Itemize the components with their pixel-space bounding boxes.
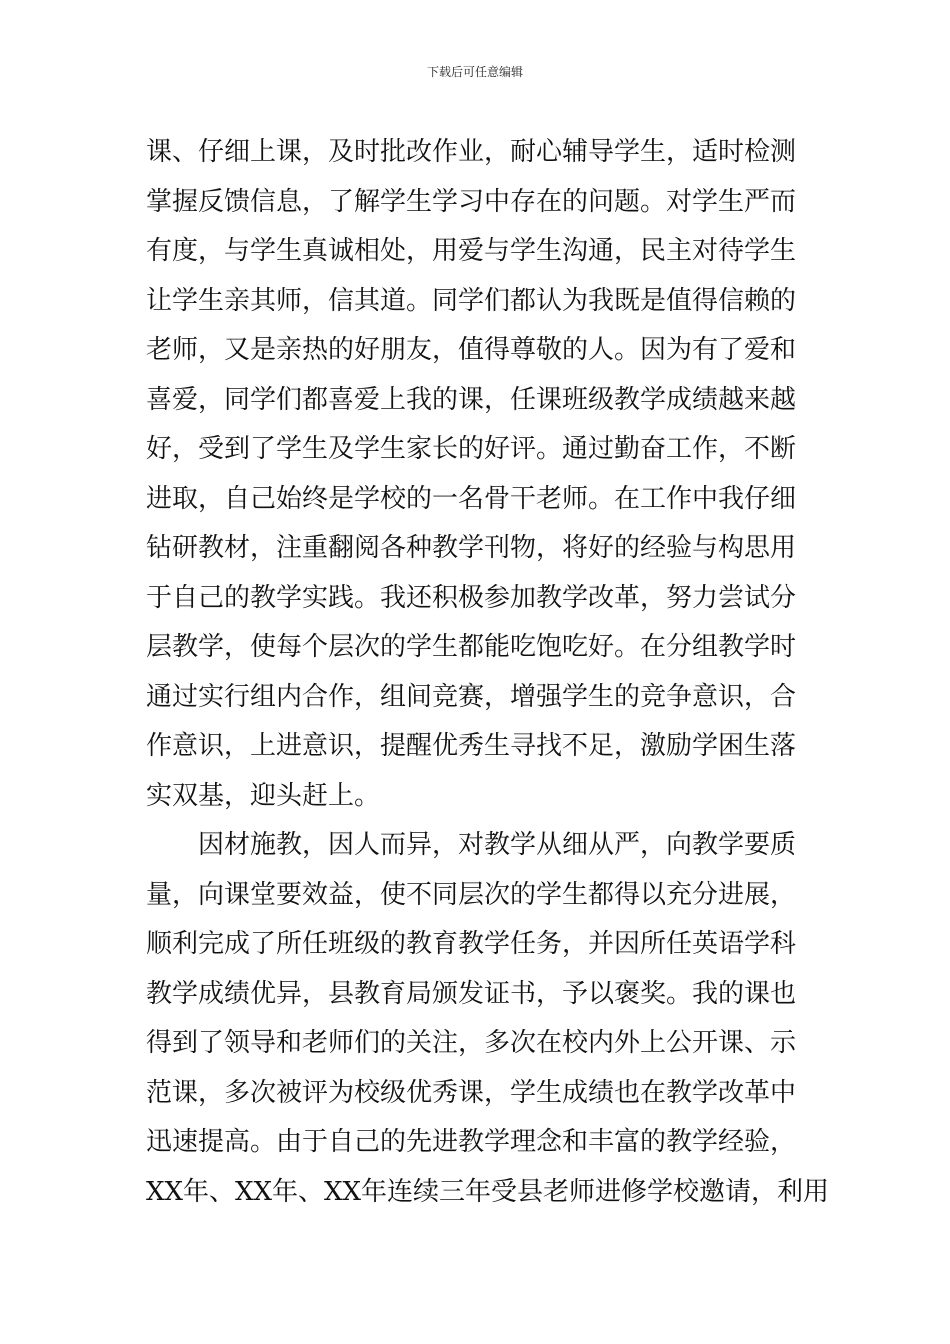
- text-line: 作意识，上进意识，提醒优秀生寻找不足，激励学困生落: [146, 731, 797, 761]
- text-line: 好，受到了学生及学生家长的好评。通过勤奋工作，不断: [146, 434, 797, 464]
- text-line: 层教学，使每个层次的学生都能吃饱吃好。在分组教学时: [146, 632, 797, 662]
- text-line: 顺利完成了所任班级的教育教学任务，并因所任英语学科: [146, 929, 797, 959]
- body-text: [146, 128, 830, 1217]
- text-line: 范课，多次被评为校级优秀课，学生成绩也在教学改革中: [146, 1077, 797, 1108]
- text-line: 让学生亲其师，信其道。同学们都认为我既是值得信赖的: [146, 285, 797, 316]
- text-line: 喜爱，同学们都喜爱上我的课，任课班级教学成绩越来越: [146, 384, 797, 415]
- text-line: 钻研教材，注重翻阅各种教学刊物，将好的经验与构思用: [146, 533, 797, 563]
- header-note: 下载后可任意编辑: [426, 65, 523, 79]
- text-line: 课、仔细上课，及时批改作业，耐心辅导学生，适时检测: [146, 137, 797, 167]
- text-line: 掌握反馈信息，了解学生学习中存在的问题。对学生严而: [146, 186, 797, 217]
- text-line: 迅速提高。由于自己的先进教学理念和丰富的教学经验，: [146, 1127, 797, 1157]
- text-line: 于自己的教学实践。我还积极参加教学改革，努力尝试分: [146, 582, 797, 613]
- text-line: 实双基，迎头赶上。: [146, 780, 381, 811]
- text-line: 教学成绩优异，县教育局颁发证书，予以褒奖。我的课也: [146, 978, 797, 1009]
- text-line: 通过实行组内合作，组间竞赛，增强学生的竞争意识，合: [146, 681, 797, 712]
- text-line: 量，向课堂要效益，使不同层次的学生都得以充分进展，: [146, 879, 797, 910]
- text-line: 得到了领导和老师们的关注，多次在校内外上公开课、示: [146, 1028, 797, 1058]
- text-line: 进取，自己始终是学校的一名骨干老师。在工作中我仔细: [146, 483, 797, 514]
- text-line: 老师，又是亲热的好朋友，值得尊敬的人。因为有了爱和: [146, 335, 797, 365]
- text-line: XX年、XX年、XX年连续三年受县老师进修学校邀请，利用: [146, 1176, 830, 1207]
- text-line: 有度，与学生真诚相处，用爱与学生沟通，民主对待学生: [146, 236, 797, 266]
- paragraph-start-line: 因材施教，因人而异，对教学从细从严，向教学要质: [198, 830, 797, 860]
